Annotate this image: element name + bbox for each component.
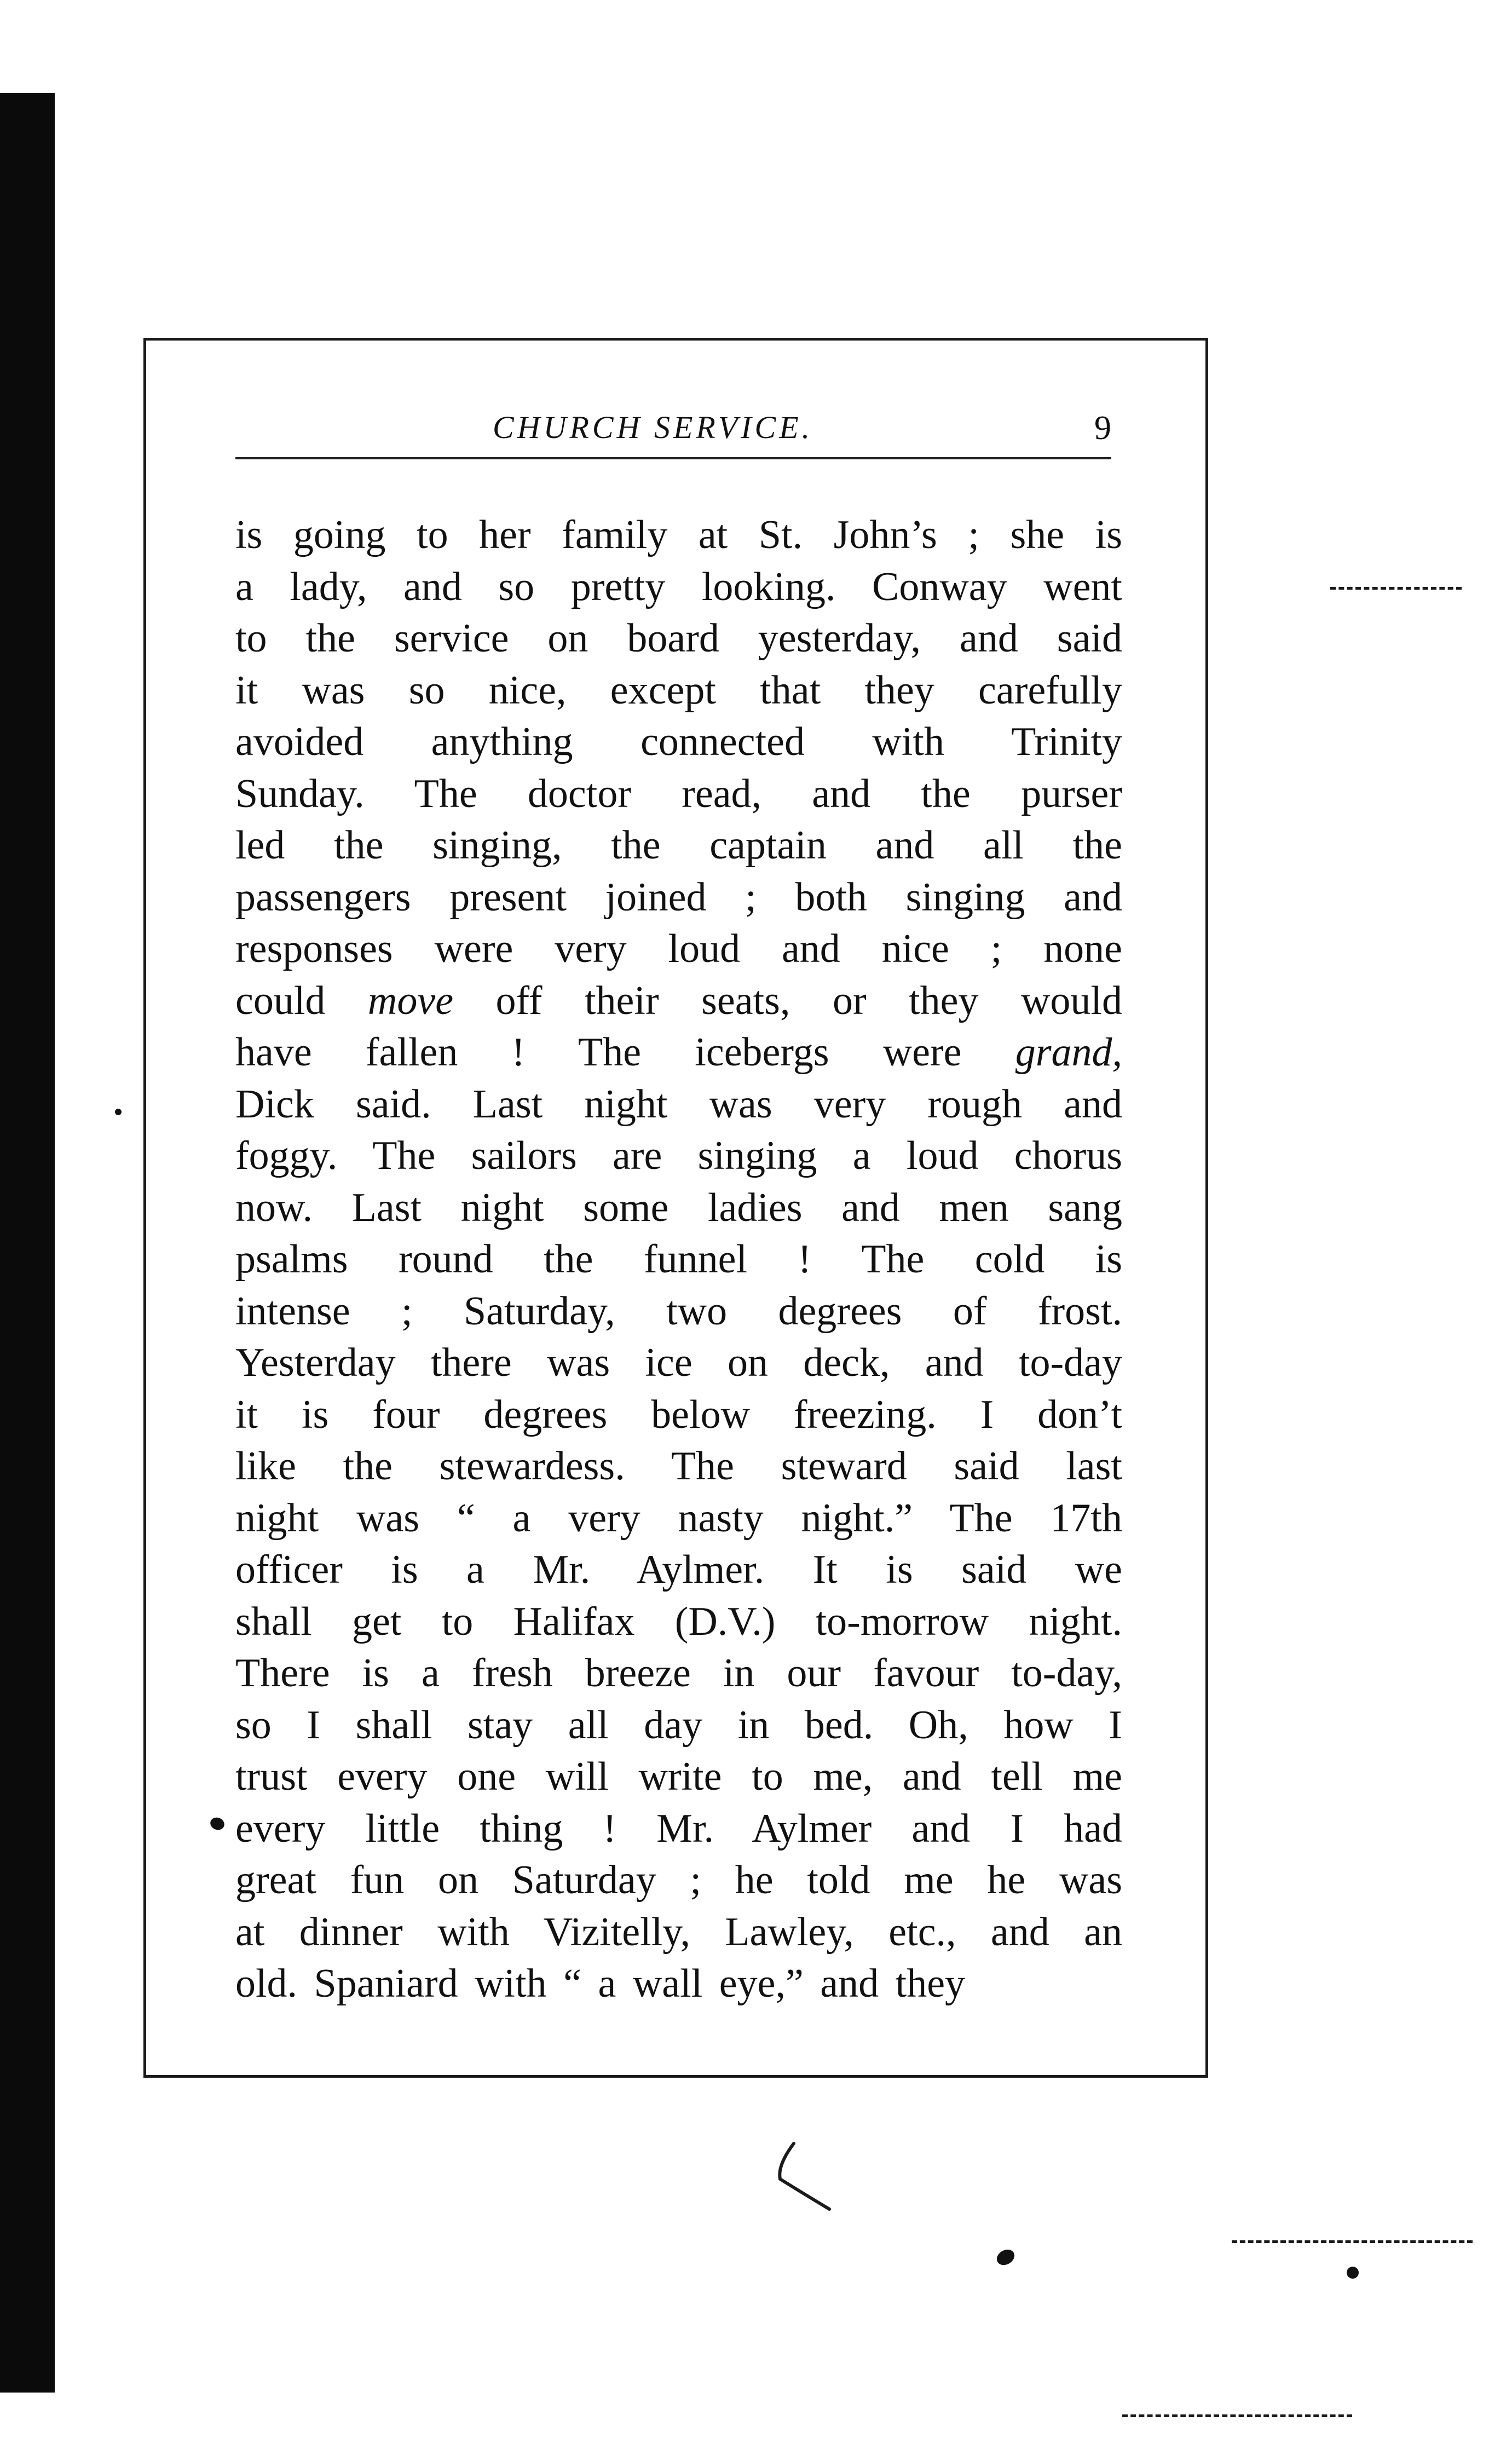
margin-dash-line xyxy=(1122,2414,1352,2417)
text-line: like the stewardess. The steward said last xyxy=(235,1444,1122,1489)
text-line xyxy=(235,1027,1122,1079)
text-line: passengers present joined ; both singing and xyxy=(235,874,1122,920)
italic-word: grand, xyxy=(1015,1030,1122,1075)
text-line: night was “ a very nasty night.” The 17th xyxy=(235,1495,1122,1541)
running-head: CHURCH SERVICE. xyxy=(493,410,813,445)
text-line: old. Spaniard with “ a wall eye,” and they xyxy=(235,1961,966,2006)
ink-speck xyxy=(1347,2267,1359,2279)
text-run: off their seats, or they would xyxy=(453,978,1122,1023)
text-line xyxy=(235,975,1122,1027)
text-line: There is a fresh breeze in our favour to-day, xyxy=(235,1651,1122,1696)
text-line: is going to her family at St. John’s ; she is xyxy=(235,512,1122,557)
text-line: a lady, and so pretty looking. Conway went xyxy=(235,564,1122,609)
text-line: foggy. The sailors are singing a loud chorus xyxy=(235,1133,1122,1178)
text-line: trust every one will write to me, and tell me xyxy=(235,1754,1122,1799)
ink-speck xyxy=(994,2246,1017,2268)
header-rule xyxy=(235,457,1111,459)
text-line: great fun on Saturday ; he told me he was xyxy=(235,1858,1122,1903)
italic-word: move xyxy=(367,978,454,1023)
text-line: it is four degrees below freezing. I don’t xyxy=(235,1392,1122,1437)
text-run: have fallen ! The icebergs were xyxy=(235,1030,1015,1075)
ink-speck xyxy=(115,1109,122,1115)
text-line: it was so nice, except that they carefully xyxy=(235,667,1122,713)
text-line: at dinner with Vizitelly, Lawley, etc., and an xyxy=(235,1909,1122,1955)
text-line: to the service on board yesterday, and said xyxy=(235,616,1122,661)
text-line: led the singing, the captain and all the xyxy=(235,823,1122,868)
margin-dash-line xyxy=(1232,2240,1473,2243)
text-line: now. Last night some ladies and men sang xyxy=(235,1185,1122,1230)
text-line: Yesterday there was ice on deck, and to-day xyxy=(235,1340,1122,1385)
text-line: avoided anything connected with Trinity xyxy=(235,719,1122,764)
binding-edge xyxy=(0,93,55,2393)
pencil-mark xyxy=(772,2141,838,2212)
text-line: so I shall stay all day in bed. Oh, how I xyxy=(235,1702,1122,1748)
body-text xyxy=(235,509,1122,2010)
text-line: shall get to Halifax (D.V.) to-morrow night. xyxy=(235,1599,1122,1644)
text-run: could xyxy=(235,978,368,1023)
page-header xyxy=(235,402,1111,452)
text-line: Dick said. Last night was very rough and xyxy=(235,1081,1122,1127)
text-line: responses were very loud and nice ; none xyxy=(235,926,1122,971)
text-line: every little thing ! Mr. Aylmer and I had xyxy=(235,1806,1122,1851)
text-line: officer is a Mr. Aylmer. It is said we xyxy=(235,1547,1122,1592)
margin-dash-line xyxy=(1330,587,1462,590)
text-line: intense ; Saturday, two degrees of frost. xyxy=(235,1288,1122,1334)
text-line: psalms round the funnel ! The cold is xyxy=(235,1237,1122,1282)
text-line: Sunday. The doctor read, and the purser xyxy=(235,771,1122,816)
page-number: 9 xyxy=(1094,410,1111,447)
